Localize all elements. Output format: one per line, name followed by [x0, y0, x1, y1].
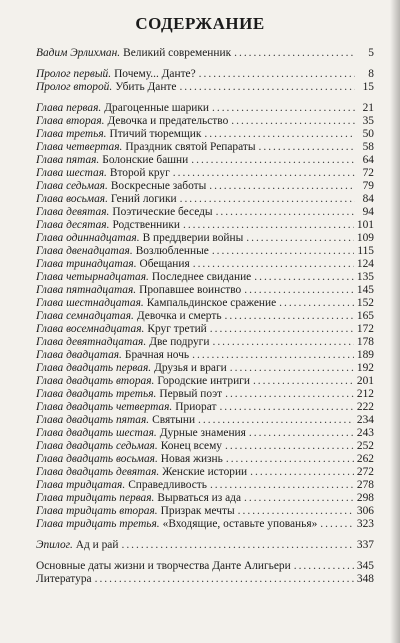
toc-entry-label: Глава тридцать вторая. — [36, 505, 158, 517]
dot-leader — [193, 258, 354, 271]
toc-entry — [36, 47, 374, 60]
toc-entry — [36, 560, 374, 573]
toc-entry-title: Святыни — [152, 414, 196, 426]
toc-entry-label: Глава двадцать третья. — [36, 388, 157, 400]
toc-entry-label: Глава девятнадцатая. — [36, 336, 147, 348]
toc-entry-page-number: 135 — [356, 271, 374, 283]
toc-entry-title: Праздник святой Репараты — [125, 141, 256, 153]
dot-leader — [121, 539, 353, 552]
toc-entry-title: Основные даты жизни и творчества Данте Алигьери — [36, 560, 291, 572]
toc-entry — [36, 375, 374, 388]
toc-entry-title: Первый поэт — [159, 388, 223, 400]
toc-section — [36, 68, 374, 94]
toc-entry — [36, 102, 374, 115]
toc-entry — [36, 414, 374, 427]
toc-entry-title: Литература — [36, 573, 92, 585]
toc-entry-label: Глава тридцать третья. — [36, 518, 160, 530]
dot-leader — [210, 479, 354, 492]
toc-entry-page-number: 345 — [356, 560, 374, 572]
toc-entry-label: Глава шестнадцатая. — [36, 297, 144, 309]
toc-entry-label: Глава пятнадцатая. — [36, 284, 137, 296]
toc-entry-label: Глава двадцать вторая. — [36, 375, 155, 387]
dot-leader — [244, 284, 354, 297]
toc-entry-title: Приорат — [175, 401, 217, 413]
toc-entry-page-number: 124 — [356, 258, 374, 270]
toc-entry-title: Две подруги — [149, 336, 210, 348]
toc-entry-label: Глава двадцатая. — [36, 349, 122, 361]
toc-entry-page-number: 306 — [356, 505, 374, 517]
toc-entry — [36, 349, 374, 362]
toc-entry-label: Глава двадцать первая. — [36, 362, 152, 374]
toc-entry — [36, 206, 374, 219]
toc-entry-page-number: 323 — [356, 518, 374, 530]
toc-entry-page-number: 50 — [362, 128, 374, 140]
dot-leader — [183, 219, 354, 232]
toc-entry-label: Глава четвертая. — [36, 141, 123, 153]
dot-leader — [210, 323, 354, 336]
toc-entry-title: Конец всему — [160, 440, 222, 452]
toc-entry-page-number: 8 — [368, 68, 374, 80]
toc-entry-label: Глава тридцать первая. — [36, 492, 155, 504]
toc-entry — [36, 401, 374, 414]
toc-entry-page-number: 189 — [356, 349, 374, 361]
toc-section — [36, 102, 374, 531]
toc-entry-label: Глава восемнадцатая. — [36, 323, 145, 335]
toc-entry — [36, 492, 374, 505]
toc-entry-page-number: 15 — [362, 81, 374, 93]
toc-entry — [36, 479, 374, 492]
toc-entry — [36, 154, 374, 167]
toc-entry-title: Вырваться из ада — [157, 492, 242, 504]
toc-entry-title: Брачная ночь — [124, 349, 190, 361]
table-of-contents — [36, 47, 374, 586]
dot-leader — [259, 141, 355, 154]
toc-entry-page-number: 278 — [356, 479, 374, 491]
toc-entry — [36, 81, 374, 94]
toc-section — [36, 47, 374, 60]
toc-entry-title: «Входящие, оставьте упованья» — [162, 518, 318, 530]
toc-entry-page-number: 109 — [356, 232, 374, 244]
toc-entry-label: Глава семнадцатая. — [36, 310, 134, 322]
dot-leader — [253, 375, 354, 388]
toc-entry — [36, 453, 374, 466]
toc-entry-page-number: 201 — [356, 375, 374, 387]
toc-entry — [36, 68, 374, 81]
toc-entry-title: Пропавшее воинство — [139, 284, 242, 296]
toc-entry-title: Великий современник — [123, 47, 232, 59]
toc-entry-title: Убить Данте — [115, 81, 177, 93]
toc-entry — [36, 297, 374, 310]
toc-entry — [36, 518, 374, 531]
toc-entry-title: Родственники — [112, 219, 180, 231]
toc-entry-page-number: 58 — [362, 141, 374, 153]
toc-entry — [36, 258, 374, 271]
toc-entry — [36, 505, 374, 518]
dot-leader — [244, 492, 354, 505]
toc-entry-title: Драгоценные шарики — [104, 102, 209, 114]
dot-leader — [320, 518, 354, 531]
toc-entry-label: Пролог первый. — [36, 68, 112, 80]
toc-entry-page-number: 72 — [362, 167, 374, 179]
dot-leader — [212, 336, 353, 349]
toc-section — [36, 560, 374, 586]
toc-entry — [36, 167, 374, 180]
toc-entry — [36, 271, 374, 284]
toc-entry-label: Глава седьмая. — [36, 180, 108, 192]
toc-entry-label: Эпилог. — [36, 539, 73, 551]
toc-entry-page-number: 84 — [362, 193, 374, 205]
toc-entry — [36, 115, 374, 128]
toc-entry-title: Друзья и враги — [154, 362, 227, 374]
toc-entry-page-number: 298 — [356, 492, 374, 504]
toc-entry-page-number: 262 — [356, 453, 374, 465]
dot-leader — [95, 573, 354, 586]
dot-leader — [173, 167, 355, 180]
toc-entry-page-number: 337 — [356, 539, 374, 551]
toc-entry-title: Птичий тюремщик — [109, 128, 202, 140]
toc-entry — [36, 284, 374, 297]
toc-entry-label: Глава пятая. — [36, 154, 100, 166]
dot-leader — [246, 232, 354, 245]
toc-entry-page-number: 64 — [362, 154, 374, 166]
toc-entry-page-number: 5 — [368, 47, 374, 59]
dot-leader — [212, 245, 355, 258]
dot-leader — [219, 401, 353, 414]
toc-entry-title: Ад и рай — [75, 539, 119, 551]
toc-entry-page-number: 192 — [356, 362, 374, 374]
dot-leader — [198, 414, 354, 427]
dot-leader — [212, 102, 355, 115]
toc-entry-title: Болонские башни — [102, 154, 189, 166]
dot-leader — [279, 297, 354, 310]
toc-entry-label: Глава шестая. — [36, 167, 107, 179]
toc-entry — [36, 466, 374, 479]
toc-entry-label: Глава двадцать девятая. — [36, 466, 160, 478]
toc-entry — [36, 323, 374, 336]
toc-entry-label: Глава двадцать седьмая. — [36, 440, 158, 452]
toc-entry-label: Глава двадцать восьмая. — [36, 453, 158, 465]
toc-entry — [36, 362, 374, 375]
page-title: СОДЕРЖАНИЕ — [135, 14, 265, 33]
toc-entry — [36, 180, 374, 193]
toc-entry-label: Глава двадцать четвертая. — [36, 401, 173, 413]
toc-entry-title: Новая жизнь — [160, 453, 223, 465]
toc-entry-title: Городские интриги — [157, 375, 250, 387]
toc-entry-page-number: 252 — [356, 440, 374, 452]
toc-entry-label: Глава четырнадцатая. — [36, 271, 149, 283]
toc-entry — [36, 388, 374, 401]
toc-entry-page-number: 348 — [356, 573, 374, 585]
toc-entry-page-number: 212 — [356, 388, 374, 400]
dot-leader — [204, 128, 355, 141]
toc-entry-label: Пролог второй. — [36, 81, 113, 93]
toc-entry-page-number: 272 — [356, 466, 374, 478]
dot-leader — [179, 81, 355, 94]
toc-entry-label: Глава восьмая. — [36, 193, 108, 205]
dot-leader — [294, 560, 354, 573]
toc-entry — [36, 427, 374, 440]
toc-entry-label: Глава десятая. — [36, 219, 110, 231]
dot-leader — [225, 388, 354, 401]
toc-entry-label: Глава двадцать шестая. — [36, 427, 157, 439]
toc-entry-label: Глава двадцать пятая. — [36, 414, 150, 426]
toc-entry-title: В преддверии войны — [142, 232, 244, 244]
dot-leader — [199, 68, 355, 81]
toc-entry-title: Гений логики — [110, 193, 177, 205]
toc-entry-page-number: 165 — [356, 310, 374, 322]
dot-leader — [216, 206, 355, 219]
toc-entry-page-number: 172 — [356, 323, 374, 335]
toc-entry — [36, 128, 374, 141]
toc-entry — [36, 310, 374, 323]
toc-entry-title: Возлюбленные — [135, 245, 209, 257]
dot-leader — [225, 310, 354, 323]
toc-entry-label: Глава вторая. — [36, 115, 105, 127]
toc-entry — [36, 440, 374, 453]
toc-entry-title: Женские истории — [162, 466, 248, 478]
toc-entry-label: Вадим Эрлихман. — [36, 47, 121, 59]
dot-leader — [209, 180, 355, 193]
dot-leader — [230, 362, 354, 375]
page-edge-shadow — [390, 0, 400, 643]
toc-entry-title: Поэтические беседы — [112, 206, 213, 218]
toc-entry — [36, 219, 374, 232]
toc-entry-page-number: 79 — [362, 180, 374, 192]
toc-entry-page-number: 243 — [356, 427, 374, 439]
toc-entry-page-number: 35 — [362, 115, 374, 127]
toc-entry-page-number: 145 — [356, 284, 374, 296]
toc-entry-title: Обещания — [139, 258, 190, 270]
toc-entry-page-number: 101 — [356, 219, 374, 231]
toc-entry-title: Последнее свидание — [151, 271, 252, 283]
toc-entry-title: Почему... Данте? — [114, 68, 196, 80]
dot-leader — [249, 427, 354, 440]
toc-entry-label: Глава тридцатая. — [36, 479, 126, 491]
dot-leader — [254, 271, 354, 284]
toc-entry-label: Глава третья. — [36, 128, 107, 140]
toc-entry-page-number: 21 — [362, 102, 374, 114]
dot-leader — [250, 466, 354, 479]
toc-entry-title: Второй круг — [109, 167, 170, 179]
toc-entry-title: Круг третий — [147, 323, 207, 335]
dot-leader — [191, 154, 355, 167]
toc-entry-label: Глава двенадцатая. — [36, 245, 133, 257]
toc-entry-title: Призрак мечты — [160, 505, 235, 517]
toc-entry-page-number: 234 — [356, 414, 374, 426]
toc-entry-label: Глава одиннадцатая. — [36, 232, 140, 244]
toc-entry-page-number: 222 — [356, 401, 374, 413]
dot-leader — [192, 349, 354, 362]
toc-entry-title: Девочка и смерть — [136, 310, 222, 322]
toc-entry — [36, 573, 374, 586]
toc-entry-title: Справедливость — [128, 479, 207, 491]
dot-leader — [225, 440, 354, 453]
dot-leader — [231, 115, 355, 128]
dot-leader — [234, 47, 355, 60]
toc-entry — [36, 336, 374, 349]
dot-leader — [226, 453, 354, 466]
toc-entry — [36, 245, 374, 258]
toc-entry — [36, 141, 374, 154]
toc-entry-label: Глава тринадцатая. — [36, 258, 137, 270]
dot-leader — [238, 505, 354, 518]
toc-entry-title: Воскресные заботы — [110, 180, 207, 192]
toc-entry — [36, 232, 374, 245]
toc-entry-title: Девочка и предательство — [107, 115, 229, 127]
toc-entry-title: Кампальдинское сражение — [146, 297, 277, 309]
toc-section — [36, 539, 374, 552]
toc-entry-page-number: 94 — [362, 206, 374, 218]
toc-entry-title: Дурные знамения — [159, 427, 246, 439]
toc-entry-page-number: 115 — [357, 245, 374, 257]
toc-entry — [36, 539, 374, 552]
toc-entry-page-number: 152 — [356, 297, 374, 309]
toc-entry-page-number: 178 — [356, 336, 374, 348]
toc-entry-label: Глава девятая. — [36, 206, 110, 218]
dot-leader — [180, 193, 355, 206]
toc-entry-label: Глава первая. — [36, 102, 102, 114]
toc-entry — [36, 193, 374, 206]
